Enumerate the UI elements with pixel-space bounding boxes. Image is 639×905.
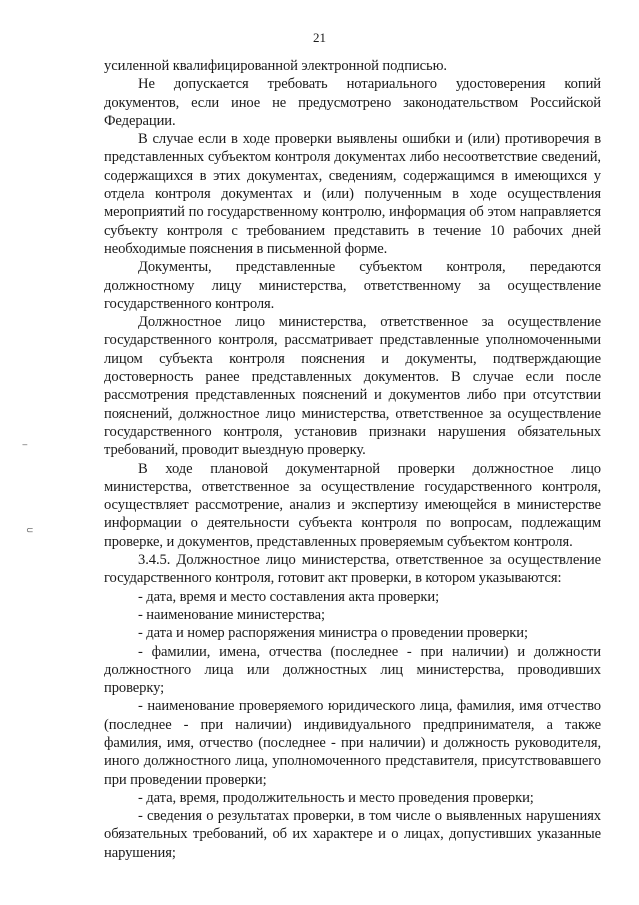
paragraph-5: Должностное лицо министерства, ответственное за осуществление государственного контроля, рассматривает представленные уполномоченными лицом субъекта контроля пояснения и документы, подтверждающие достоверность ранее представленных документов. В случае если после рассмотрения представленных пояснений и документов либо при отсутствии пояснений, должностное лицо министерства, ответственное за осуществление государственного контроля, установив признаки нарушения обязательных требований, проводит выездную проверку. [104, 314, 601, 459]
page-number: 21 [313, 30, 326, 45]
list-item-4: - фамилии, имена, отчества (последнее - при наличии) и должности должностного лица или должностных лиц министерства, проводивших проверку; [104, 643, 601, 697]
document-body [104, 57, 601, 862]
list-item-1: - дата, время и место составления акта проверки; [138, 588, 440, 605]
list-item-2: - наименование министерства; [138, 606, 325, 623]
list-item-6: - дата, время, продолжительность и место проведения проверки; [138, 789, 534, 806]
list-item-3: - дата и номер распоряжения министра о проведении проверки; [138, 625, 528, 642]
scan-artifact-mark: ⊂ [26, 526, 34, 536]
scan-artifact-mark: ‒ [22, 440, 28, 450]
paragraph-6: В ходе плановой документарной проверки должностное лицо министерства, ответственное за осуществление государственного контроля, осуществляет рассмотрение, анализ и экспертизу имеющейся в министерстве информации о деятельности субъекта контроля по вопросам, подлежащим проверке, и документов, представленных проверяемым субъектом контроля. [104, 460, 601, 550]
paragraph-7: 3.4.5. Должностное лицо министерства, ответственное за осуществление государственного контроля, готовит акт проверки, в котором указываются: [104, 552, 601, 587]
paragraph-4: Документы, представленные субъектом контроля, передаются должностному лицу министерства, ответственному за осуществление государственного контроля. [104, 259, 601, 312]
paragraph-1: усиленной квалифицированной электронной подписью. [104, 58, 447, 74]
paragraph-3: В случае если в ходе проверки выявлены ошибки и (или) противоречия в представленных субъектом контроля документах либо несоответствие сведений, содержащихся в этих документах, сведениям, содержащимся в имеющихся у отдела контроля документах и (или) полученным в ходе осуществления мероприятий по государственному контролю, информация об этом направляется субъекту контроля с требованием представить в течение 10 рабочих дней необходимые пояснения в письменной форме. [104, 131, 601, 257]
paragraph-2: Не допускается требовать нотариального удостоверения копий документов, если иное не предусмотрено законодательством Российской Федерации. [104, 76, 601, 129]
list-item-7: - сведения о результатах проверки, в том числе о выявленных нарушениях обязательных требований, об их характере и о лицах, допустивших указанные нарушения; [104, 808, 601, 861]
list-item-5: - наименование проверяемого юридического лица, фамилия, имя отчество (последнее - при наличии) индивидуального предпринимателя, а также фамилия, имя, отчество (последнее - при наличии) и должность руководителя, иного должностного лица, уполномоченного представителя, присутствовавшего при проведении проверки; [104, 698, 601, 788]
